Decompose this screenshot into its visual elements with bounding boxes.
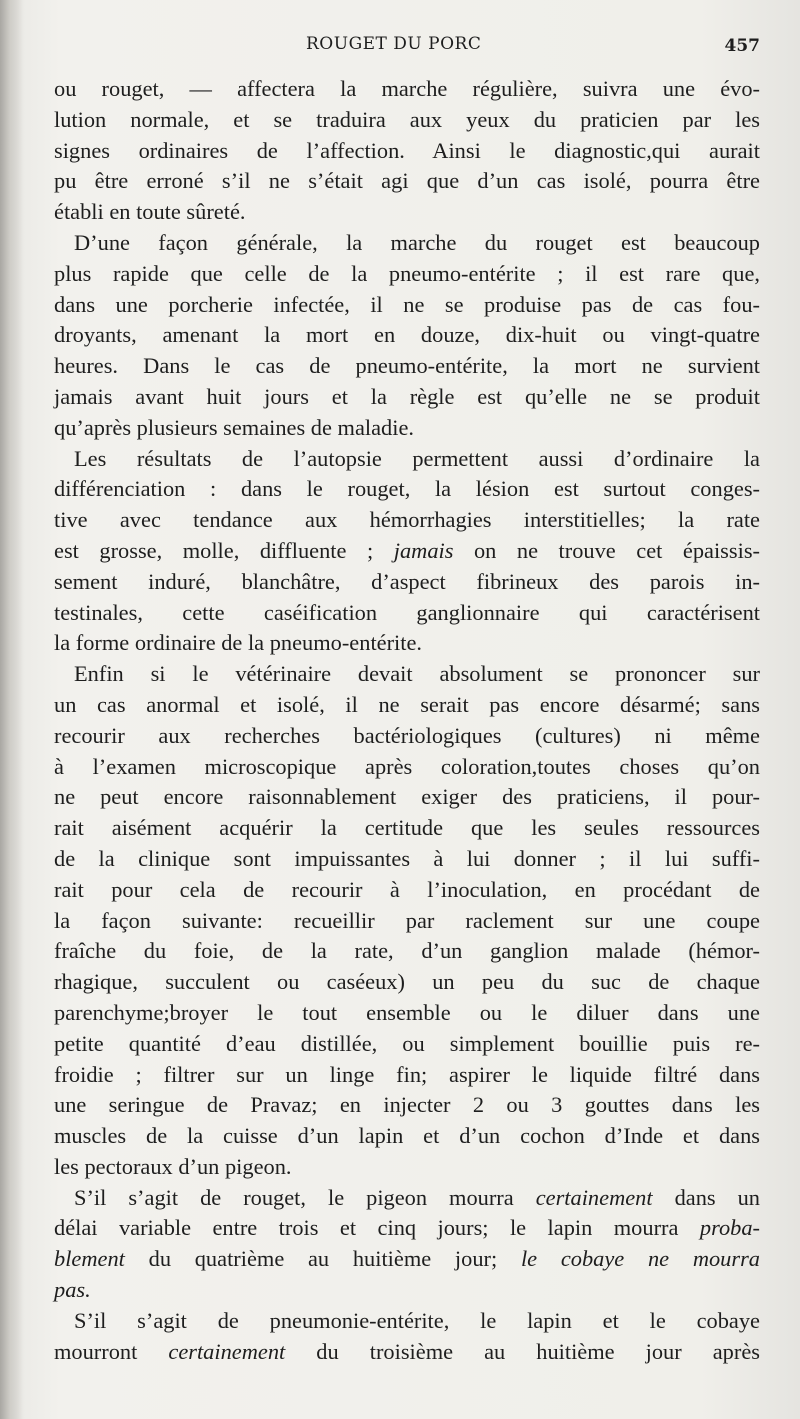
text-line: muscles de la cuisse d’un lapin et d’un cochon d’Inde et dans: [54, 1123, 760, 1149]
italic-text: certainement: [535, 1184, 653, 1210]
text-line: ne peut encore raisonnablement exiger des praticiens, il pour-: [54, 784, 760, 810]
text-segment: mourront: [54, 1338, 169, 1364]
text-line: Les résultats de l’autopsie permettent aussi d’ordinaire la: [74, 445, 760, 471]
text-segment: dans un: [652, 1184, 760, 1210]
text-line: S’il s’agit de pneumonie-entérite, le lapin et le cobaye: [74, 1307, 760, 1333]
text-line: Enfin si le vétérinaire devait absolument se prononcer sur: [74, 661, 760, 687]
text-line: un cas anormal et isolé, il ne serait pas encore désarmé; sans: [54, 691, 760, 717]
text-line: rait aisément acquérir la certitude que les seules ressources: [54, 815, 760, 841]
text-line: parenchyme;broyer le tout ensemble ou le diluer dans une: [54, 999, 760, 1025]
italic-text: blement: [54, 1246, 125, 1272]
text-segment: délai variable entre trois et cinq jours; le lapin mourra: [54, 1215, 700, 1241]
text-line: [54, 1183, 760, 1214]
text-line: [54, 1337, 760, 1368]
text-line: [54, 1213, 760, 1244]
text-segment: on ne trouve cet épaissis-: [453, 537, 760, 563]
text-segment: du quatrième au huitième jour;: [124, 1246, 521, 1272]
text-line: rait pour cela de recourir à l’inoculation, en procédant de: [54, 876, 760, 902]
italic-text: le cobaye ne mourra: [520, 1246, 760, 1272]
text-line: rhagique, succulent ou caséeux) un peu du suc de chaque: [54, 969, 760, 995]
text-line: sement induré, blanchâtre, d’aspect fibrineux des parois in-: [54, 568, 760, 594]
text-line: qu’après plusieurs semaines de maladie.: [54, 414, 414, 440]
page-header: [54, 34, 760, 64]
italic-text: jamais: [393, 537, 454, 563]
text-line: dans une porcherie infectée, il ne se produise pas de cas fou-: [54, 291, 760, 317]
text-line: la façon suivante: recueillir par raclement sur une coupe: [54, 907, 760, 933]
running-title: ROUGET DU PORC: [306, 34, 482, 54]
text-line: différenciation : dans le rouget, la lésion est surtout conges-: [54, 476, 760, 502]
text-line: tive avec tendance aux hémorrhagies interstitielles; la rate: [54, 507, 760, 533]
text-line: petite quantité d’eau distillée, ou simplement bouillie puis re-: [54, 1030, 760, 1056]
text-line: recourir aux recherches bactériologiques (cultures) ni même: [54, 722, 760, 748]
italic-text: certainement: [168, 1338, 286, 1364]
text-segment: est grosse, molle, diffluente ;: [54, 537, 394, 563]
text-line: testinales, cette caséification ganglionnaire qui caractérisent: [54, 599, 760, 625]
text-line: pu être erroné s’il ne s’était agi que d’un cas isolé, pourra être: [54, 168, 760, 194]
text-line: signes ordinaires de l’affection. Ainsi le diagnostic,qui aurait: [54, 137, 760, 163]
text-line: heures. Dans le cas de pneumo-entérite, la mort ne survient: [54, 353, 760, 379]
binding-shadow: [0, 0, 24, 1419]
italic-text: proba-: [699, 1215, 760, 1241]
text-line: la forme ordinaire de la pneumo-entérite.: [54, 630, 423, 656]
text-line: une seringue de Pravaz; en injecter 2 ou 3 gouttes dans les: [54, 1092, 760, 1118]
text-segment: du troisième au huitième jour après: [285, 1338, 760, 1364]
text-line: jamais avant huit jours et la règle est qu’elle ne se produit: [54, 383, 760, 409]
italic-text: pas.: [54, 1277, 91, 1303]
body-text: [54, 74, 760, 1367]
text-line: établi en toute sûreté.: [54, 199, 246, 225]
text-line: fraîche du foie, de la rate, d’un ganglion malade (hémor-: [54, 938, 760, 964]
text-line: D’une façon générale, la marche du rouget est beaucoup: [74, 229, 760, 255]
text-line: froidie ; filtrer sur un linge fin; aspirer le liquide filtré dans: [54, 1061, 760, 1087]
text-line: droyants, amenant la mort en douze, dix-huit ou vingt-quatre: [54, 322, 760, 348]
text-line: [54, 1244, 760, 1275]
text-line: à l’examen microscopique après coloration,toutes choses qu’on: [54, 753, 760, 779]
text-line: [54, 1275, 760, 1306]
text-line: plus rapide que celle de la pneumo-entérite ; il est rare que,: [54, 260, 760, 286]
text-line: les pectoraux d’un pigeon.: [54, 1153, 292, 1179]
page-number: 457: [724, 36, 760, 56]
text-line: [54, 536, 760, 567]
text-line: ou rouget, — affectera la marche régulière, suivra une évo-: [54, 76, 760, 101]
text-segment: S’il s’agit de rouget, le pigeon mourra: [74, 1184, 536, 1210]
text-line: lution normale, et se traduira aux yeux du praticien par les: [54, 106, 760, 132]
text-line: de la clinique sont impuissantes à lui donner ; il lui suffi-: [54, 845, 760, 871]
